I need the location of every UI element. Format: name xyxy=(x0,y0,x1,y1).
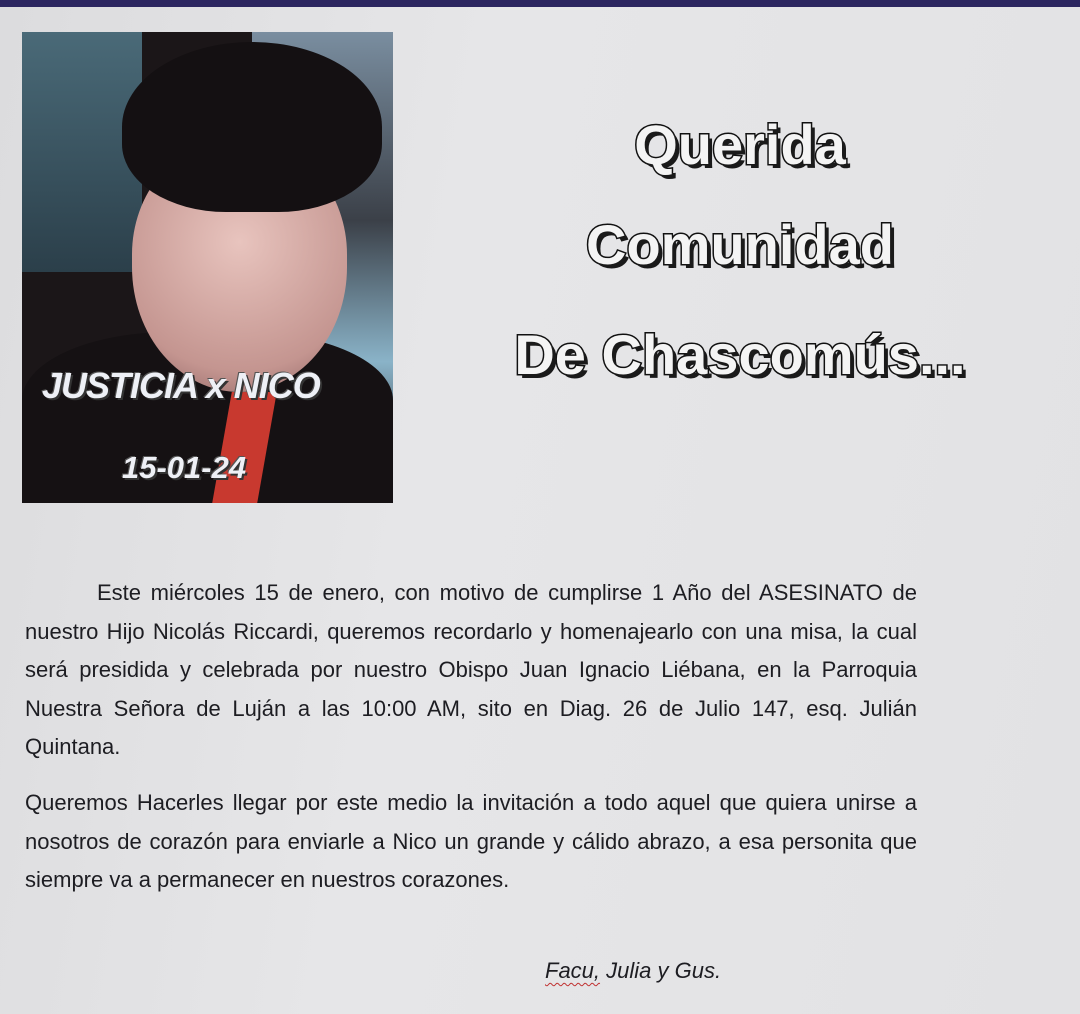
paragraph-message: Queremos Hacerles llegar por este medio la invitación a todo aquel que quiera unirse a nosotros de corazón para enviarle a Nico un grande y cálido abrazo, a esa personita que siempre va a permanecer en nuestros corazones. xyxy=(25,790,917,892)
title-line-2: Comunidad xyxy=(586,213,894,276)
screen-top-bar xyxy=(0,0,1080,7)
paragraph-invitation: Este miércoles 15 de enero, con motivo de cumplirse 1 Año del ASESINATO de nuestro Hijo Nicolás Riccardi, queremos recordarlo y homenajearlo con una misa, la cual será presidida y celebrada por nuestro Obispo Juan Ignacio Liébana, en la Parroquia Nuestra Señora de Luján a las 10:00 AM, sito en Diag. 26 de Julio 147, esq. Julián Quintana. xyxy=(25,580,917,759)
signature xyxy=(545,958,721,984)
signature-first-name: Facu, xyxy=(545,958,601,983)
photo-hair xyxy=(122,42,382,212)
title-line-1: Querida xyxy=(634,113,846,176)
signature-rest: Julia y Gus. xyxy=(600,958,722,983)
photo-overlay-caption: JUSTICIA x NICO xyxy=(42,365,320,406)
memorial-photo xyxy=(22,32,393,503)
title-line-3: De Chascomús... xyxy=(514,323,966,386)
photo-overlay-date: 15-01-24 xyxy=(122,450,247,485)
